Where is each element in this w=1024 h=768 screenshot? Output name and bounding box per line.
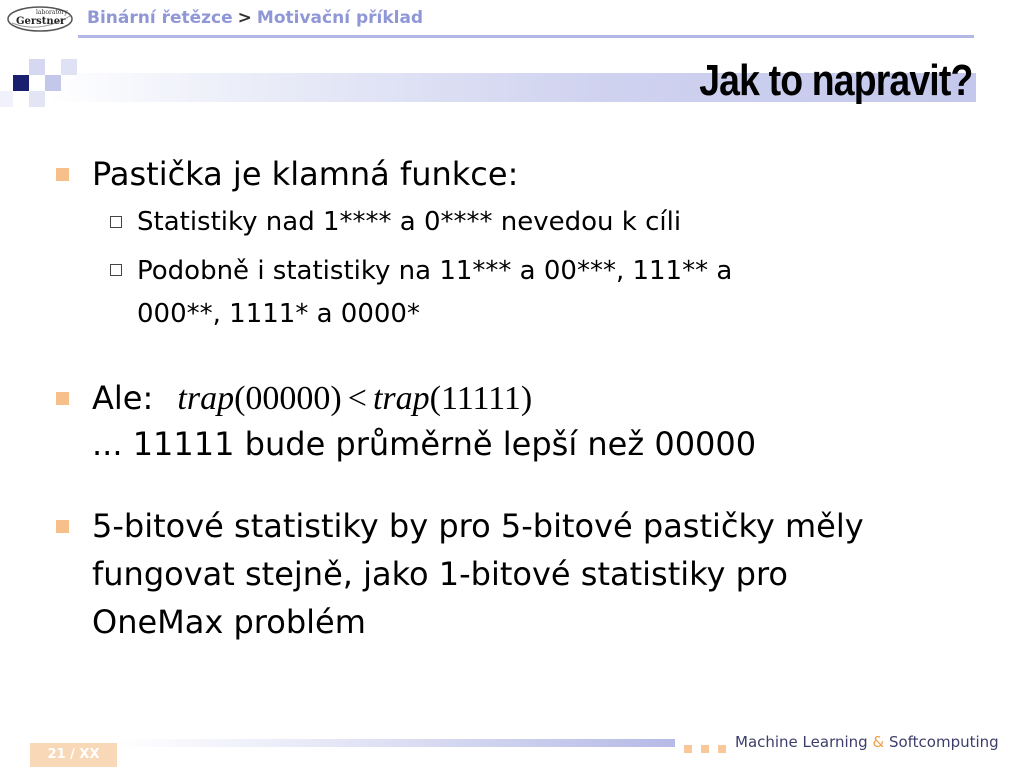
footer-brand	[735, 733, 999, 751]
footer-brand-part1: Machine Learning	[735, 733, 868, 751]
trap-formula	[177, 380, 532, 417]
footer-brand-amp: &	[872, 733, 885, 751]
formula-arg2: (11111)	[429, 380, 533, 417]
footer-bar	[117, 739, 675, 747]
logo-text-main: Gerstner	[16, 16, 66, 27]
breadcrumb	[87, 8, 423, 28]
bullet-3-line-2: fungovat stejně, jako 1-bitové statistiky pro	[92, 555, 788, 593]
footer-dots	[684, 738, 735, 757]
logo-text-top: laboratory	[36, 9, 68, 16]
breadcrumb-separator: >	[237, 8, 252, 28]
sub-bullet-1-text: Statistiky nad 1**** a 0**** nevedou k cíli	[137, 207, 682, 237]
decorative-squares	[0, 55, 80, 119]
footer-brand-part2: Softcomputing	[888, 733, 999, 751]
bullet-marker	[56, 392, 69, 405]
header-divider	[78, 35, 974, 38]
bullet-3-line-3: OneMax problém	[92, 603, 366, 641]
bullet-2-line-1	[92, 374, 532, 423]
formula-f2: trap	[372, 380, 430, 417]
breadcrumb-item-2[interactable]: Motivační příklad	[256, 8, 424, 28]
bullet-marker	[56, 520, 69, 533]
sub-bullet-marker	[110, 216, 122, 228]
formula-arg1: (00000)	[234, 380, 342, 417]
formula-f1: trap	[177, 380, 235, 417]
bullet-3-line-1: 5-bitové statistiky by pro 5-bitové pastičky měly	[92, 507, 864, 545]
breadcrumb-item-1[interactable]: Binární řetězce	[87, 8, 233, 28]
sub-bullet-marker	[110, 264, 122, 276]
formula-op: <	[347, 380, 367, 417]
sub-bullet-2-line-2: 000**, 1111* a 0000*	[137, 299, 420, 329]
slide-title: Jak to napravit?	[698, 56, 972, 105]
page-number: 21 / XX	[30, 743, 117, 767]
bullet-1-text: Pastička je klamná funkce:	[92, 155, 519, 193]
bullet-2-line-2: ... 11111 bude průměrně lepší než 00000	[92, 425, 757, 463]
sub-bullet-2-line-1: Podobně i statistiky na 11*** a 00***, 111** a	[137, 256, 733, 286]
gerstner-logo	[6, 4, 74, 34]
bullet-marker	[56, 168, 69, 181]
bullet-2-label: Ale:	[92, 379, 154, 417]
